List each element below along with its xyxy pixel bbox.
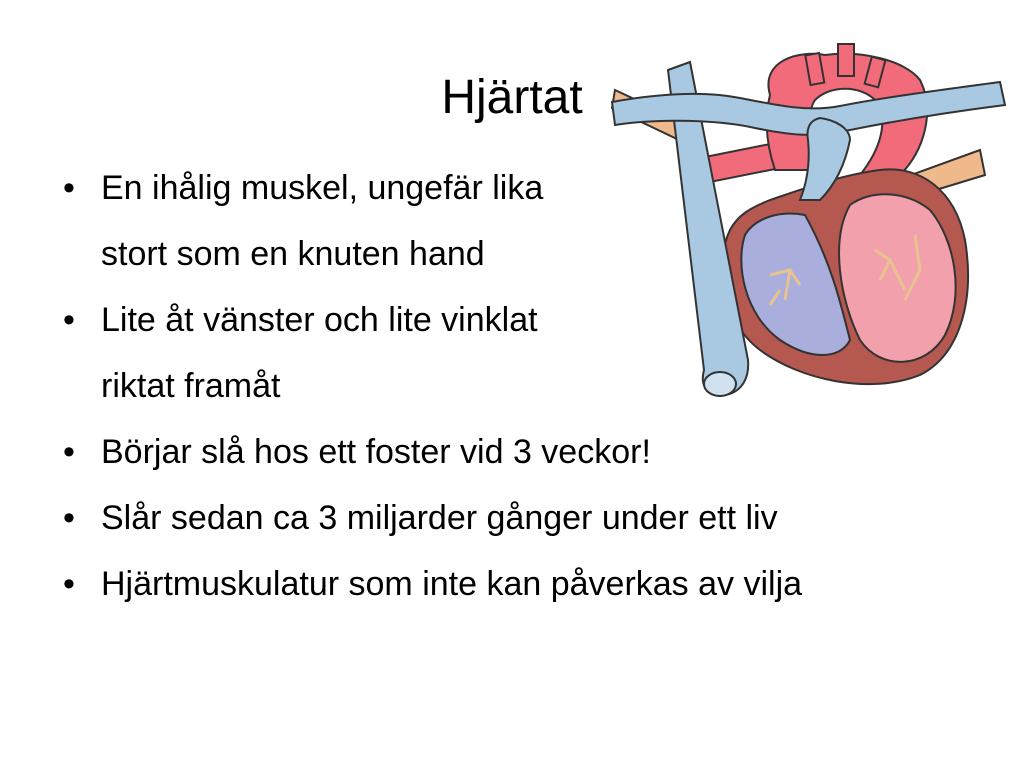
bullet-icon: • (63, 169, 75, 207)
bullet-icon: • (63, 433, 75, 471)
bullet-item (60, 485, 802, 551)
bullet-text: Börjar slå hos ett foster vid 3 veckor! (101, 433, 651, 471)
bullet-text: Lite åt vänster och lite vinklat (101, 301, 538, 339)
bullet-text: riktat framåt (101, 367, 281, 405)
bullet-icon: • (63, 301, 75, 339)
slide-title: Hjärtat (441, 71, 583, 124)
bullet-item (60, 419, 802, 485)
bullet-icon: • (63, 499, 75, 537)
bullet-text: Hjärtmuskulatur som inte kan påverkas av vilja (101, 565, 803, 603)
bullet-text: En ihålig muskel, ungefär lika (101, 169, 544, 207)
heart-anatomy-icon (600, 36, 1010, 406)
bullet-item (60, 551, 802, 617)
bullet-text: stort som en knuten hand (101, 235, 485, 273)
bullet-text: Slår sedan ca 3 miljarder gånger under ett liv (101, 499, 778, 537)
bullet-icon: • (63, 565, 75, 603)
